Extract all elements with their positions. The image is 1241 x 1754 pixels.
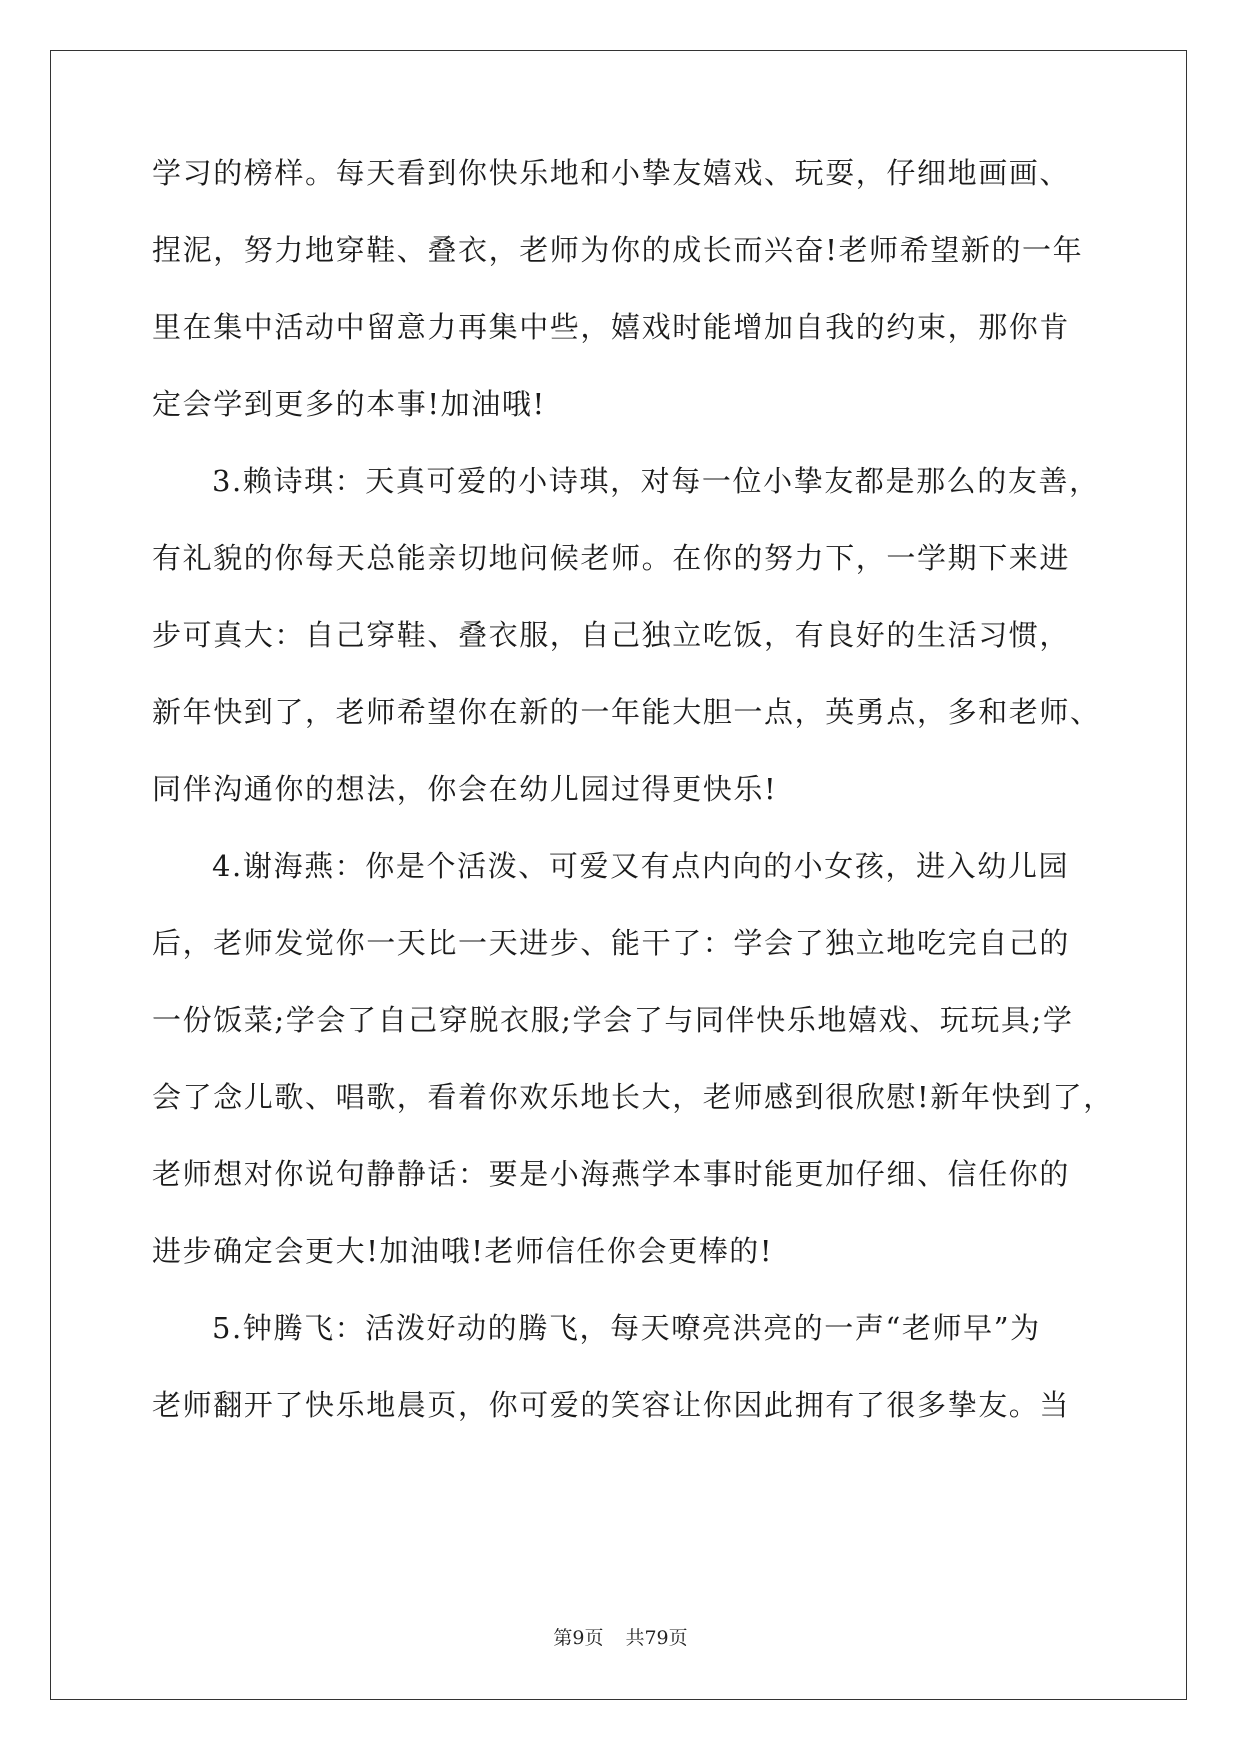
text-line: 步可真大：自己穿鞋、叠衣服，自己独立吃饭，有良好的生活习惯， (152, 618, 1071, 652)
text-line: 老师翻开了快乐地晨页，你可爱的笑容让你因此拥有了很多挚友。当 (152, 1388, 1071, 1422)
document-body (152, 135, 1114, 1444)
text-line: 定会学到更多的本事!加油哦! (152, 387, 546, 421)
text-line: 有礼貌的你每天总能亲切地问候老师。在你的努力下，一学期下来进 (152, 541, 1071, 575)
paragraph-first-line: 3.赖诗琪：天真可爱的小诗琪，对每一位小挚友都是那么的友善， (212, 464, 1100, 498)
text-line: 会了念儿歌、唱歌，看着你欢乐地长大，老师感到很欣慰!新年快到了， (152, 1080, 1114, 1114)
text-line: 进步确定会更大!加油哦!老师信任你会更棒的! (152, 1234, 774, 1268)
text-line: 老师想对你说句静静话：要是小海燕学本事时能更加仔细、信任你的 (152, 1157, 1071, 1191)
text-line: 一份饭菜;学会了自己穿脱衣服;学会了与同伴快乐地嬉戏、玩玩具;学 (152, 1003, 1074, 1037)
paragraph-first-line: 5.钟腾飞：活泼好动的腾飞，每天嘹亮洪亮的一声“老师早”为 (212, 1311, 1041, 1345)
paragraph-first-line: 4.谢海燕：你是个活泼、可爱又有点内向的小女孩，进入幼儿园 (212, 849, 1070, 883)
text-line: 后，老师发觉你一天比一天进步、能干了：学会了独立地吃完自己的 (152, 926, 1071, 960)
text-line: 里在集中活动中留意力再集中些，嬉戏时能增加自我的约束，那你肯 (152, 310, 1071, 344)
page-number-current: 第9页 (553, 1627, 604, 1649)
text-line: 同伴沟通你的想法，你会在幼儿园过得更快乐! (152, 772, 778, 806)
text-line: 捏泥，努力地穿鞋、叠衣，老师为你的成长而兴奋!老师希望新的一年 (152, 233, 1084, 267)
page-footer (0, 1623, 1241, 1650)
text-line: 学习的榜样。每天看到你快乐地和小挚友嬉戏、玩耍，仔细地画画、 (152, 156, 1071, 190)
text-line: 新年快到了，老师希望你在新的一年能大胆一点，英勇点，多和老师、 (152, 695, 1101, 729)
page-number-total: 共79页 (625, 1627, 688, 1649)
